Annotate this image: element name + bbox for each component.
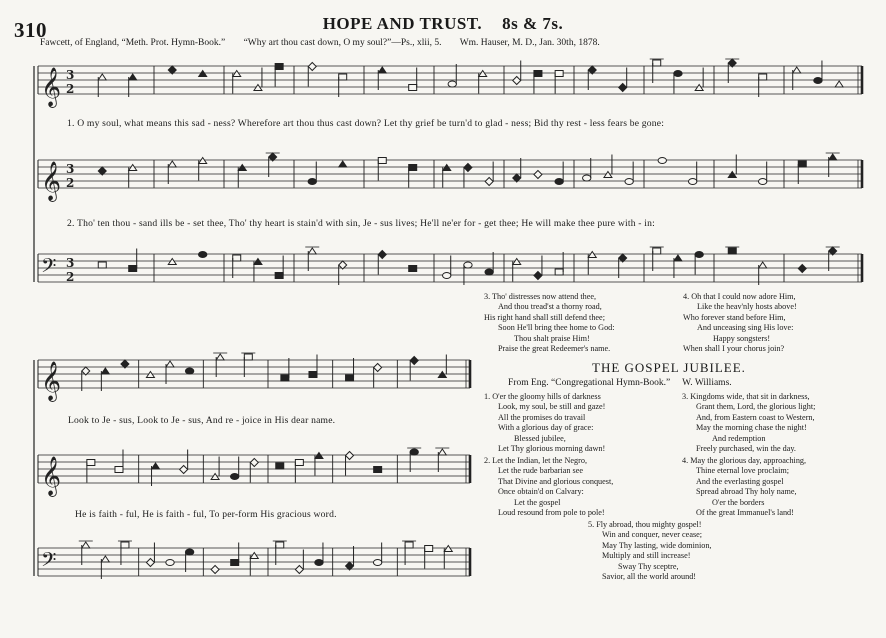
shape-note-mi: [146, 559, 154, 567]
shape-note-fa: [238, 165, 246, 171]
jubilee-verse-4: [682, 456, 882, 518]
shape-note-fa: [308, 248, 316, 254]
verse-line: Who forever stand before Him,: [683, 312, 786, 322]
shape-note-sol: [410, 449, 418, 455]
shape-note-fa: [98, 74, 106, 80]
treble-clef-icon: 𝄞: [41, 161, 62, 201]
verse-line: All the promises do travail: [498, 412, 586, 422]
shape-note-sol: [315, 560, 323, 566]
shape-note-la: [121, 542, 129, 548]
shape-note-la: [276, 463, 284, 469]
verse-line: Like the heav'nly hosts above!: [697, 302, 797, 312]
treble-clef-icon: 𝄞: [41, 67, 62, 107]
verse-line: 3. Kingdoms wide, that sit in darkness,: [682, 392, 810, 401]
shape-note-mi: [410, 357, 418, 365]
verse-line: Savior, all the world around!: [602, 572, 697, 582]
bass-clef-icon: 𝄢: [41, 254, 57, 282]
section-source: [508, 378, 732, 388]
shape-note-mi: [180, 466, 188, 474]
shape-note-sol: [555, 179, 563, 185]
shape-note-mi: [534, 171, 542, 179]
shape-note-sol: [758, 179, 766, 185]
verse-line: And thou tread'st a thorny road,: [498, 302, 602, 312]
verse-line: And unceasing sing His love:: [697, 323, 794, 333]
verse-line: 1. O'er the gloomy hills of darkness: [484, 392, 601, 401]
shape-note-fa: [254, 85, 262, 91]
verse-line: 3. Tho' distresses now attend thee,: [484, 292, 597, 301]
page-number: 310: [14, 18, 47, 42]
lyric-line-2: 2. Tho' ten thou - sand ills be - set thee, Tho' thy heart is stain'd with sin, Je - sus lives; He'll ne'er for - get thee; He will make thee pure with - in:: [67, 218, 656, 229]
verse-line: Freely purchased, win the day.: [696, 444, 796, 454]
time-signature-top: 3: [66, 162, 75, 176]
verse-line: Look, my soul, be still and gaze!: [498, 402, 606, 412]
verse-line: And redemption: [712, 433, 766, 443]
verse-line: Multiply and still increase!: [602, 551, 691, 561]
verse-line: Sway Thy sceptre,: [618, 561, 679, 571]
shape-note-la: [346, 375, 354, 381]
arranger-credit: Wm. Hauser, M. D., Jan. 30th, 1878.: [459, 38, 600, 48]
shape-note-mi: [211, 566, 219, 574]
shape-note-mi: [619, 84, 627, 92]
shape-note-fa: [759, 262, 767, 268]
verse-line: Let Thy glorious morning dawn!: [498, 444, 606, 454]
hymn-meter: 8s & 7s.: [502, 14, 564, 33]
verse-line: With a glorious day of grace:: [498, 423, 594, 433]
shape-note-fa: [101, 556, 109, 562]
shape-note-la: [339, 74, 347, 80]
shape-note-mi: [485, 178, 493, 186]
shape-note-la: [244, 354, 252, 360]
shape-note-la: [425, 546, 433, 552]
verse-line: 4. Oh that I could now adore Him,: [683, 292, 796, 301]
shape-note-fa: [199, 71, 207, 77]
composer-credit: Fawcett, of England, “Meth. Prot. Hymn-Book.”: [40, 38, 226, 48]
shape-note-la: [231, 560, 239, 566]
shape-note-fa: [199, 158, 207, 164]
verse-line: 2. Let the Indian, let the Negro,: [484, 456, 587, 465]
section-source-text: From Eng. “Congregational Hymn-Book.”: [508, 378, 671, 388]
shape-note-sol: [814, 78, 822, 84]
shape-note-sol: [230, 474, 238, 480]
shape-note-fa: [216, 354, 224, 360]
verse-line: Let the gospel: [514, 497, 561, 507]
shape-note-fa: [829, 154, 837, 160]
verse-line: And the everlasting gospel: [696, 476, 784, 486]
time-signature-bottom: 2: [66, 82, 75, 96]
shape-note-fa: [378, 67, 386, 73]
section-author: W. Williams.: [682, 378, 732, 388]
verse-line: And, from Eastern coast to Western,: [696, 412, 815, 422]
time-signature-bottom: 2: [66, 270, 75, 284]
shape-note-fa: [82, 542, 90, 548]
shape-note-sol: [443, 273, 451, 279]
shape-note-sol: [185, 549, 193, 555]
shape-note-sol: [688, 179, 696, 185]
lyric-line-3: Look to Je - sus, Look to Je - sus, And re - joice in His dear name.: [68, 415, 336, 426]
shape-note-fa: [513, 259, 521, 265]
verse-line: When shall I your chorus join?: [683, 344, 785, 354]
hymn-title-text: HOPE AND TRUST.: [322, 14, 483, 33]
shape-note-fa: [835, 81, 843, 87]
shape-note-la: [555, 269, 563, 275]
shape-note-fa: [152, 463, 160, 469]
shape-note-fa: [168, 259, 176, 265]
shape-note-mi: [798, 265, 806, 273]
shape-note-la: [534, 71, 542, 77]
shape-note-mi: [513, 77, 521, 85]
shape-note-sol: [464, 262, 472, 268]
shape-note-sol: [583, 175, 591, 181]
lyric-line-1: 1. O my soul, what means this sad - ness? Wherefore art thou thus cast down? Let thy grief be turn'd to glad - ness; Bid thy rest - less fears be gone:: [67, 118, 665, 129]
shape-note-mi: [346, 452, 354, 460]
shape-note-sol: [658, 158, 666, 164]
verse-line: Spread abroad Thy holy name,: [696, 487, 797, 497]
shape-note-la: [275, 64, 283, 70]
shape-note-fa: [695, 85, 703, 91]
verse-line: Praise the great Redeemer's name.: [498, 344, 611, 354]
verse-line: Once obtain'd on Calvary:: [498, 487, 584, 497]
bass-clef-icon: 𝄢: [41, 548, 57, 576]
jubilee-verse-5: [588, 520, 788, 582]
jubilee-verse-3: [682, 392, 882, 454]
shape-note-la: [409, 266, 417, 272]
shape-note-sol: [448, 81, 456, 87]
jubilee-verse-1: [484, 392, 684, 454]
verse-line: May Thy lasting, wide dominion,: [602, 540, 712, 550]
shape-note-sol: [185, 368, 193, 374]
shape-note-fa: [479, 71, 487, 77]
shape-note-la: [409, 165, 417, 171]
shape-note-la: [281, 375, 289, 381]
shape-note-fa: [674, 255, 682, 261]
treble-clef-icon: 𝄞: [41, 456, 62, 496]
shape-note-la: [276, 542, 284, 548]
verse-line: Thine eternal love proclaim;: [696, 466, 789, 476]
shape-note-la: [295, 460, 303, 466]
shape-note-fa: [233, 71, 241, 77]
shape-note-fa: [101, 368, 109, 374]
shape-note-la: [409, 85, 417, 91]
shape-note-mi: [378, 251, 386, 259]
shape-note-sol: [695, 252, 703, 258]
shape-note-fa: [443, 165, 451, 171]
shape-note-la: [653, 248, 661, 254]
hymn-verse-3: [484, 292, 674, 354]
shape-note-la: [728, 248, 736, 254]
shape-note-la: [378, 158, 386, 164]
shape-note-fa: [168, 161, 176, 167]
shape-note-sol: [166, 560, 174, 566]
hymn-verse-4: [683, 292, 873, 354]
verse-line: 5. Fly abroad, thou mighty gospel!: [588, 520, 702, 529]
verse-line: May the morning chase the night!: [696, 423, 807, 433]
verse-line: Blessed jubilee,: [514, 433, 566, 443]
shape-note-mi: [464, 164, 472, 172]
time-signature-top: 3: [66, 256, 75, 270]
lyric-line-4: He is faith - ful, He is faith - ful, To per-form His gracious word.: [75, 509, 337, 520]
shape-note-la: [98, 262, 106, 268]
verse-line: Win and conquer, never cease;: [602, 530, 703, 540]
shape-note-la: [275, 273, 283, 279]
scripture-reference: “Why art thou cast down, O my soul?”—Ps., xlii, 5.: [243, 38, 442, 48]
verse-line: Happy songsters!: [713, 333, 771, 343]
verse-line: His right hand shall still defend thee;: [484, 312, 605, 322]
shape-note-sol: [308, 179, 316, 185]
jubilee-verse-2: [484, 456, 684, 518]
shape-note-fa: [339, 161, 347, 167]
shape-note-mi: [308, 63, 316, 71]
shape-note-fa: [166, 361, 174, 367]
shape-note-mi: [250, 459, 258, 467]
shape-note-fa: [211, 474, 219, 480]
time-signature-top: 3: [66, 68, 75, 82]
verse-line: 4. May the glorious day, approaching,: [682, 456, 807, 465]
verse-line: Grant them, Lord, the glorious light;: [696, 402, 816, 412]
verse-line: Soon He'll bring thee home to God:: [498, 323, 615, 333]
shape-note-fa: [254, 259, 262, 265]
shape-note-la: [129, 266, 137, 272]
shape-note-sol: [198, 252, 206, 258]
verse-line: O'er the borders: [712, 497, 765, 507]
verse-line: Thou shalt praise Him!: [514, 333, 590, 343]
shape-note-la: [798, 161, 806, 167]
shape-note-mi: [295, 566, 303, 574]
shape-note-fa: [315, 453, 323, 459]
shape-note-fa: [438, 372, 446, 378]
verse-line: Let the rude barbarian see: [498, 466, 584, 476]
section-title: THE GOSPEL JUBILEE.: [592, 360, 746, 375]
treble-clef-icon: 𝄞: [41, 361, 62, 401]
shape-note-la: [374, 467, 382, 473]
shape-note-fa: [146, 372, 154, 378]
shape-note-fa: [129, 165, 137, 171]
shape-note-la: [555, 71, 563, 77]
verse-line: That Divine and glorious conquest,: [498, 476, 614, 486]
shape-note-la: [405, 542, 413, 548]
shape-note-fa: [604, 172, 612, 178]
shape-note-fa: [444, 546, 452, 552]
shape-note-fa: [793, 67, 801, 73]
shape-note-fa: [438, 449, 446, 455]
shape-note-mi: [534, 272, 542, 280]
shape-note-la: [115, 467, 123, 473]
verse-line: Loud resound from pole to pole!: [498, 508, 605, 518]
shape-note-fa: [129, 74, 137, 80]
shape-note-la: [653, 60, 661, 66]
shape-note-sol: [373, 560, 381, 566]
shape-note-fa: [728, 172, 736, 178]
shape-note-sol: [485, 269, 493, 275]
shape-note-la: [759, 74, 767, 80]
shape-note-la: [309, 372, 317, 378]
shape-note-la: [233, 255, 241, 261]
shape-note-la: [87, 460, 95, 466]
shape-note-sol: [674, 71, 682, 77]
shape-note-sol: [625, 179, 633, 185]
time-signature-bottom: 2: [66, 176, 75, 190]
verse-line: Of the great Immanuel's land!: [696, 508, 794, 518]
shape-note-fa: [588, 252, 596, 258]
shape-note-mi: [374, 364, 382, 372]
shape-note-fa: [250, 553, 258, 559]
